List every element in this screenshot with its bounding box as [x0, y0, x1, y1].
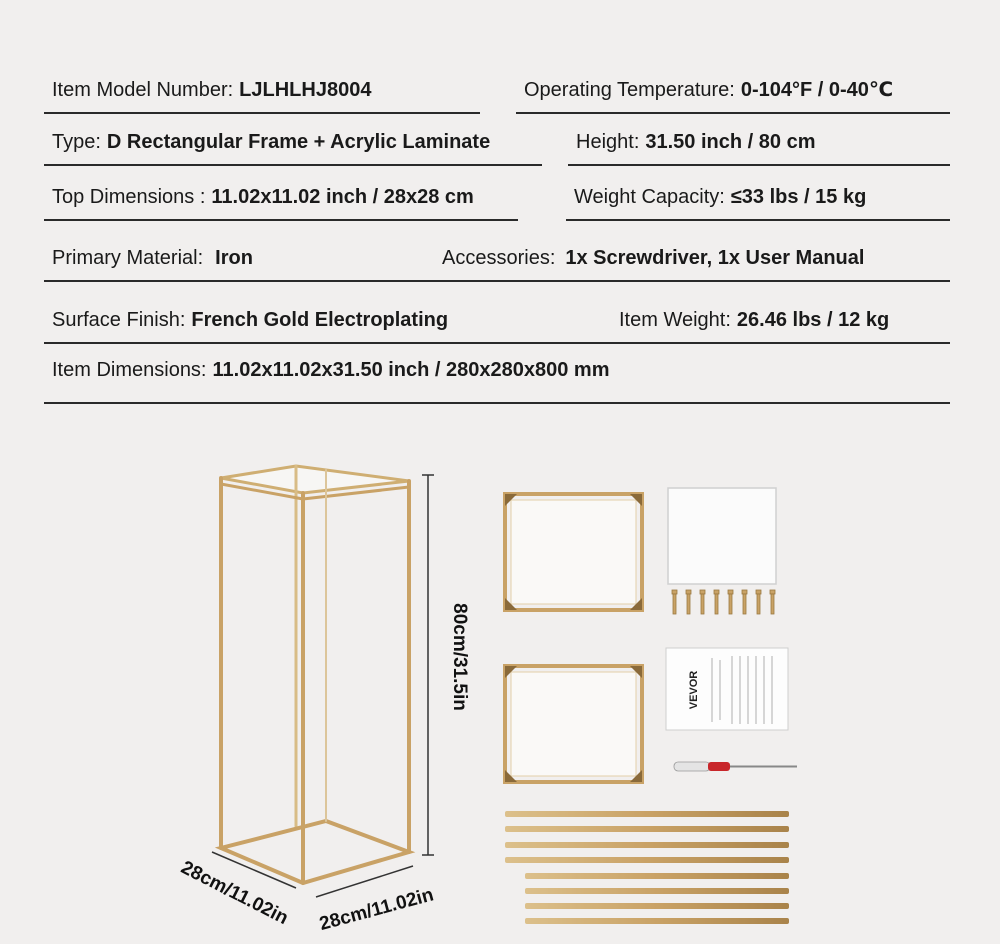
- spec-item-dimensions: [44, 348, 950, 404]
- rod: [525, 903, 789, 909]
- spec-type: [44, 110, 542, 166]
- spec-temperature-label: Operating Temperature:: [524, 79, 735, 101]
- spec-finish-value: French Gold Electroplating: [191, 309, 449, 331]
- frame-panel: [505, 666, 642, 782]
- rod: [505, 857, 789, 863]
- gold-rods: [505, 811, 789, 924]
- spec-weight-capacity-label: Weight Capacity:: [574, 186, 725, 208]
- spec-height-value: 31.50 inch / 80 cm: [645, 131, 816, 153]
- assembled-stand: [221, 466, 409, 883]
- spec-model: [44, 58, 480, 114]
- spec-row-3: [0, 165, 1000, 221]
- manual-brand: VEVOR: [688, 670, 700, 710]
- screwdriver: [674, 762, 797, 771]
- depth-label: 28cm/11.02in: [177, 857, 292, 930]
- spec-type-value: D Rectangular Frame + Acrylic Laminate: [106, 131, 491, 153]
- spec-row-5-line: [44, 288, 950, 344]
- rod: [525, 873, 789, 879]
- divider: [44, 342, 950, 344]
- spec-finish-label: Surface Finish:: [52, 309, 186, 331]
- width-dimension: [316, 866, 436, 935]
- depth-dimension: [177, 852, 296, 929]
- rod: [505, 811, 789, 817]
- spec-weight-capacity-value: ≤33 lbs / 15 kg: [730, 186, 867, 208]
- divider: [44, 280, 950, 282]
- divider: [44, 219, 518, 221]
- height-dimension: [422, 475, 470, 855]
- spec-top-dimensions-value: 11.02x11.02 inch / 28x28 cm: [211, 186, 474, 208]
- spec-top-dimensions: [44, 165, 518, 221]
- rod: [525, 888, 789, 894]
- product-diagram: [0, 420, 1000, 944]
- spec-model-label: Item Model Number:: [52, 79, 234, 101]
- divider: [44, 402, 950, 404]
- spec-item-dimensions-value: 11.02x11.02x31.50 inch / 280x280x800 mm: [212, 359, 610, 381]
- spec-material-label: Primary Material:: [52, 247, 204, 269]
- height-label: 80cm/31.5in: [449, 603, 470, 711]
- rod: [505, 826, 789, 832]
- spec-row-5: [0, 288, 1000, 344]
- spec-item-weight-label: Item Weight:: [619, 309, 731, 331]
- screws: [672, 590, 775, 614]
- frame-panel: [505, 494, 642, 610]
- width-label: 28cm/11.02in: [317, 884, 436, 936]
- divider: [566, 219, 950, 221]
- rod: [525, 918, 789, 924]
- spec-row-4: [0, 226, 1000, 282]
- spec-item-weight-value: 26.46 lbs / 12 kg: [736, 309, 890, 331]
- spec-type-label: Type:: [52, 131, 101, 153]
- user-manual: [666, 648, 788, 730]
- spec-model-value: LJLHLHJ8004: [239, 79, 372, 101]
- acrylic-sheet: [668, 488, 776, 584]
- spec-material-value: Iron: [215, 247, 253, 269]
- spec-temperature-value: 0-104°F / 0-40℃: [740, 79, 894, 101]
- spec-weight-capacity: [566, 165, 950, 221]
- spec-row-1: [0, 58, 1000, 114]
- spec-accessories-value: 1x Screwdriver, 1x User Manual: [565, 247, 865, 269]
- spec-height-label: Height:: [576, 131, 640, 153]
- rod: [505, 842, 789, 848]
- bottom-frame: [221, 821, 409, 883]
- spec-row-4-line: [44, 226, 950, 282]
- spec-top-dimensions-label: Top Dimensions :: [52, 186, 206, 208]
- spec-row-2: [0, 110, 1000, 166]
- spec-row-6: [0, 348, 1000, 404]
- spec-item-dimensions-label: Item Dimensions:: [52, 359, 207, 381]
- spec-accessories-label: Accessories:: [442, 247, 556, 269]
- spec-height: [568, 110, 950, 166]
- spec-temperature: [516, 58, 950, 114]
